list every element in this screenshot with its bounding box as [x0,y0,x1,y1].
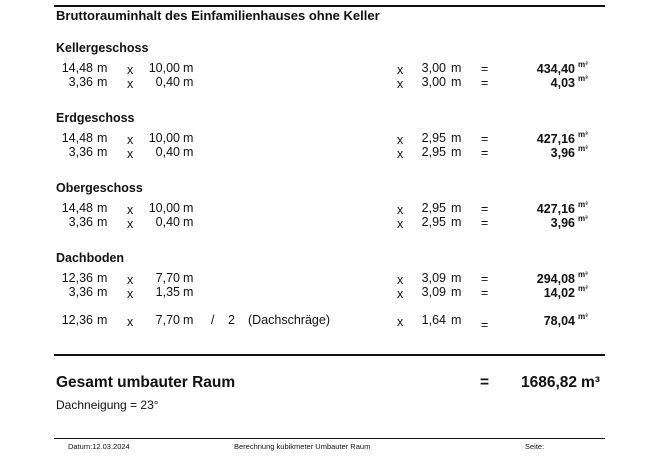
length-unit: m [97,145,108,159]
footer-date: Datum:12.03.2024 [68,442,130,451]
equals-sign: = [481,318,489,332]
multiply-sign: x [127,133,134,147]
total-value: 1686,82 [520,374,577,391]
section-heading: Obergeschoss [56,181,143,195]
height-value: 2,95 [421,201,446,215]
width-unit: m [183,201,194,215]
height-unit: m [451,75,462,89]
length-unit: m [97,215,108,229]
length-value: 14,48 [61,131,93,145]
top-rule [54,5,605,7]
width-value: 0,40 [155,215,180,229]
width-unit: m [183,145,194,159]
result-value: 294,08 [536,272,575,286]
multiply-sign: x [127,203,134,217]
equals-sign: = [481,272,489,286]
multiply-sign: x [397,287,404,301]
height-value: 3,09 [421,285,446,299]
height-unit: m [451,313,462,327]
result-unit: m³ [578,60,588,69]
footer-rule [54,438,605,439]
height-unit: m [451,61,462,75]
multiply-sign: x [397,133,404,147]
equals-sign: = [481,216,489,230]
length-value: 3,36 [68,75,93,89]
roof-pitch: Dachneigung = 23° [56,398,159,412]
multiply-sign: x [397,77,404,91]
result-unit: m³ [578,74,588,83]
width-unit: m [183,215,194,229]
length-unit: m [97,201,108,215]
multiply-sign: x [127,273,134,287]
multiply-sign: x [397,217,404,231]
height-unit: m [451,271,462,285]
section-heading: Dachboden [56,251,125,265]
equals-sign: = [481,62,489,76]
multiply-sign: x [127,315,134,329]
multiply-sign: x [397,315,404,329]
equals-sign: = [481,202,489,216]
equals-sign: = [481,146,489,160]
length-unit: m [97,313,108,327]
height-value: 2,95 [421,145,446,159]
height-unit: m [451,201,462,215]
result-unit: m³ [578,284,588,293]
length-value: 3,36 [68,285,93,299]
multiply-sign: x [127,147,134,161]
equals-sign: = [480,374,490,391]
height-unit: m [451,285,462,299]
height-unit: m [451,145,462,159]
multiply-sign: x [127,63,134,77]
height-value: 3,00 [421,75,446,89]
width-value: 0,40 [155,75,180,89]
length-value: 3,36 [68,215,93,229]
multiply-sign: x [397,273,404,287]
result-unit: m³ [578,214,588,223]
multiply-sign: x [127,217,134,231]
width-value: 10,00 [148,61,180,75]
section-heading: Erdgeschoss [56,111,135,125]
section-heading: Kellergeschoss [56,41,149,55]
total-rule [54,354,605,356]
total-unit: m³ [581,374,600,391]
result-value: 4,03 [550,76,575,90]
length-value: 14,48 [61,201,93,215]
result-value: 14,02 [543,286,575,300]
roof-slope-note: (Dachschräge) [248,313,330,327]
height-value: 2,95 [421,215,446,229]
equals-sign: = [481,286,489,300]
length-unit: m [97,75,108,89]
height-unit: m [451,215,462,229]
height-value: 3,09 [421,271,446,285]
height-value: 2,95 [421,131,446,145]
equals-sign: = [481,132,489,146]
length-value: 12,36 [61,271,93,285]
document-title: Bruttorauminhalt des Einfamilienhauses ohne Keller [56,8,380,23]
result-value: 78,04 [543,314,575,328]
result-value: 427,16 [536,202,575,216]
height-unit: m [451,131,462,145]
length-unit: m [97,271,108,285]
width-unit: m [183,61,194,75]
width-value: 1,35 [155,285,180,299]
length-unit: m [97,61,108,75]
length-value: 12,36 [61,313,93,327]
result-unit: m³ [578,200,588,209]
width-value: 7,70 [155,271,180,285]
footer-title: Berechnung kubikmeter Umbauter Raum [234,442,371,451]
divisor-value: 2 [228,313,235,327]
total-label: Gesamt umbauter Raum [56,374,236,391]
multiply-sign: x [397,203,404,217]
result-value: 434,40 [536,62,575,76]
width-value: 10,00 [148,201,180,215]
width-value: 0,40 [155,145,180,159]
multiply-sign: x [127,287,134,301]
height-value: 1,64 [421,313,446,327]
height-value: 3,00 [421,61,446,75]
length-value: 14,48 [61,61,93,75]
equals-sign: = [481,76,489,90]
length-unit: m [97,285,108,299]
width-unit: m [183,313,194,327]
result-value: 427,16 [536,132,575,146]
multiply-sign: x [397,147,404,161]
width-unit: m [183,285,194,299]
result-unit: m³ [578,144,588,153]
divide-sign: / [211,313,215,327]
multiply-sign: x [397,63,404,77]
length-value: 3,36 [68,145,93,159]
width-unit: m [183,271,194,285]
width-unit: m [183,75,194,89]
result-value: 3,96 [550,146,575,160]
footer-page: Seite: [525,442,545,451]
length-unit: m [97,131,108,145]
multiply-sign: x [127,77,134,91]
width-value: 7,70 [155,313,180,327]
result-value: 3,96 [550,216,575,230]
width-value: 10,00 [148,131,180,145]
result-unit: m³ [578,312,588,321]
result-unit: m³ [578,270,588,279]
width-unit: m [183,131,194,145]
result-unit: m³ [578,130,588,139]
